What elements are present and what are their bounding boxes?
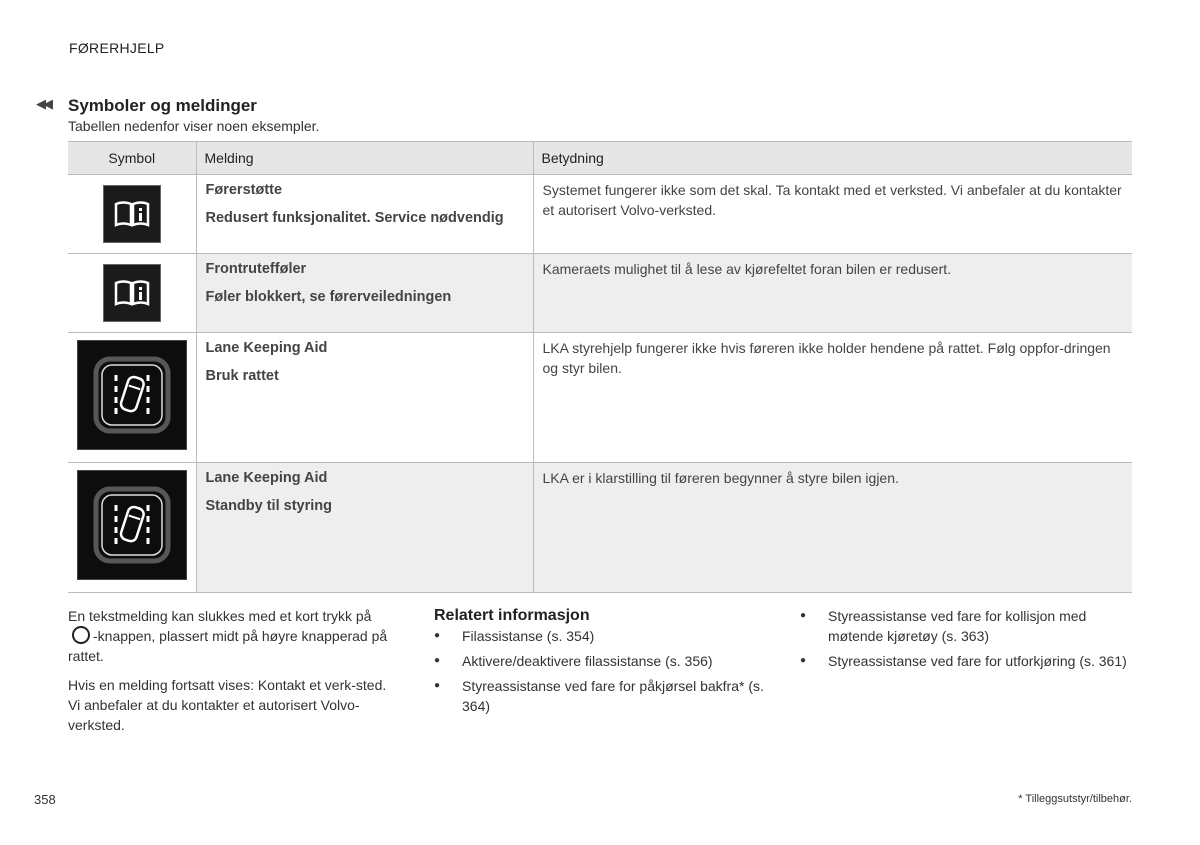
symbol-cell bbox=[68, 463, 196, 593]
message-text: Bruk rattet bbox=[205, 368, 279, 384]
message-title: Lane Keeping Aid bbox=[205, 470, 328, 486]
related-links-list bbox=[434, 626, 774, 716]
column-header-message: Melding bbox=[196, 142, 533, 175]
table-row bbox=[68, 254, 1132, 333]
section-header: FØRERHJELP bbox=[69, 40, 165, 56]
related-links-list bbox=[800, 606, 1130, 671]
page-subtitle: Tabellen nedenfor viser noen eksempler. bbox=[68, 118, 320, 134]
table-row bbox=[68, 463, 1132, 593]
dismiss-text-before: En tekstmelding kan slukkes med et kort trykk på bbox=[68, 608, 372, 624]
meaning-cell: Systemet fungerer ikke som det skal. Ta kontakt med et verksted. Vi anbefaler at du kontakter et autorisert Volvo-verksted. bbox=[533, 175, 1132, 254]
lane-keeping-aid-icon bbox=[77, 470, 187, 580]
column-header-meaning: Betydning bbox=[533, 142, 1132, 175]
dismiss-text-after: -knappen, plassert midt på høyre knapperad på rattet. bbox=[68, 628, 388, 664]
message-text: Standby til styring bbox=[205, 498, 332, 514]
table-row bbox=[68, 333, 1132, 463]
related-info-title: Relatert informasjon bbox=[434, 607, 590, 624]
meaning-cell: LKA er i klarstilling til føreren begynner å styre bilen igjen. bbox=[533, 463, 1132, 593]
ok-button-icon bbox=[72, 626, 90, 644]
info-book-icon bbox=[103, 264, 161, 322]
instruction-text bbox=[68, 606, 398, 744]
message-text: Redusert funksjonalitet. Service nødvendig bbox=[205, 210, 504, 226]
meaning-cell: LKA styrehjelp fungerer ikke hvis føreren ikke holder hendene på rattet. Følg oppfor-dringen og styr bilen. bbox=[533, 333, 1132, 463]
symbol-cell bbox=[68, 175, 196, 254]
table-header-row bbox=[68, 142, 1132, 175]
related-link[interactable]: ● Aktivere/deaktivere filassistanse (s. 356) bbox=[434, 651, 774, 671]
footnote: * Tilleggsutstyr/tilbehør. bbox=[1018, 793, 1132, 805]
double-left-arrow-icon[interactable]: ◀◀ bbox=[36, 96, 50, 111]
message-cell bbox=[196, 333, 533, 463]
message-cell bbox=[196, 463, 533, 593]
lane-keeping-aid-icon bbox=[77, 340, 187, 450]
info-book-icon bbox=[103, 185, 161, 243]
page-title: Symboler og meldinger bbox=[68, 96, 257, 115]
message-title: Lane Keeping Aid bbox=[205, 340, 328, 356]
related-link[interactable]: ● Filassistanse (s. 354) bbox=[434, 626, 774, 646]
paragraph-contact-workshop: Hvis en melding fortsatt vises: Kontakt et verk-sted. Vi anbefaler at du kontakter et autorisert Volvo-verksted. bbox=[68, 677, 387, 733]
related-link[interactable]: ● Styreassistanse ved fare for utforkjøring (s. 361) bbox=[800, 651, 1130, 671]
symbol-cell bbox=[68, 333, 196, 463]
related-info bbox=[434, 606, 774, 721]
table-row bbox=[68, 175, 1132, 254]
message-cell bbox=[196, 254, 533, 333]
message-title: Førerstøtte bbox=[205, 182, 283, 198]
meaning-cell: Kameraets mulighet til å lese av kjørefeltet foran bilen er redusert. bbox=[533, 254, 1132, 333]
symbol-cell bbox=[68, 254, 196, 333]
symbols-table bbox=[68, 141, 1132, 593]
column-header-symbol: Symbol bbox=[68, 142, 196, 175]
message-title: Frontrutefføler bbox=[205, 261, 307, 277]
related-link[interactable]: ● Styreassistanse ved fare for påkjørsel bakfra* (s. 364) bbox=[434, 676, 774, 716]
page-number: 358 bbox=[34, 792, 56, 807]
related-link[interactable]: ● Styreassistanse ved fare for kollisjon med møtende kjøretøy (s. 363) bbox=[800, 606, 1130, 646]
paragraph-dismiss-message bbox=[68, 606, 398, 666]
message-cell bbox=[196, 175, 533, 254]
message-text: Føler blokkert, se førerveiledningen bbox=[205, 289, 452, 305]
related-info-continued bbox=[800, 606, 1130, 676]
